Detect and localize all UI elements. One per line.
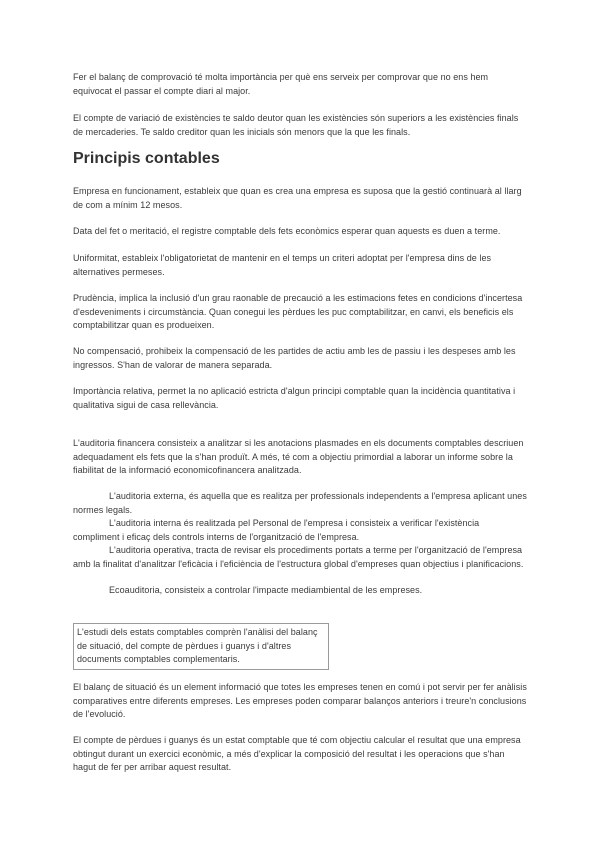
principle-importancia-relativa: Importància relativa, permet la no aplicació estricta d'algun principi comptable quan la incidència quantitativa i qualitativa sigui de casa rellevància.	[73, 386, 516, 410]
auditoria-interna: L'auditoria interna és realitzada pel Personal de l'empresa i consisteix a verificar l'existència compliment i eficaç dels controls interns de l'organització de l'empresa.	[73, 518, 480, 542]
paragraph-variacio-existencies: El compte de variació de existències te saldo deutor quan les existències són superiors a les existències finals de mercaderies. Te saldo creditor quan les inicials són menors que la que les finals.	[73, 113, 519, 137]
auditoria-operativa-block	[73, 544, 527, 571]
auditoria-operativa: L'auditoria operativa, tracta de revisar els procediments portats a terme per l'organització de l'empresa amb la finalitat d'analitzar l'eficàcia i l'eficiència de l'estructura global d'empreses quan objectius i planificacions.	[73, 545, 524, 569]
auditoria-externa-block	[73, 490, 527, 517]
auditoria-externa: L'auditoria externa, és aquella que es realitza per professionals independents a l'empresa aplicant unes normes legals.	[73, 491, 527, 515]
paragraph-perdues-guanys: El compte de pèrdues i guanys és un estat comptable que té com objectiu calcular el resultat que una empresa obtingut durant un exercici econòmic, a més d'explicar la composició del resultat i les operacions que s'han hagut de fer per arribar aquest resultat.	[73, 735, 521, 772]
ecoauditoria-block	[73, 584, 527, 598]
principle-uniformitat: Uniformitat, estableix l'obligatorietat de mantenir en el temps un criteri adoptat per l'empresa dins de les alternatives permeses.	[73, 253, 492, 277]
highlight-box-text: L'estudi dels estats comptables comprèn l'anàlisi del balanç de situació, del compte de pèrdues i guanys i d'altres documents comptables complementaris.	[77, 627, 318, 664]
principle-prudencia: Prudència, implica la inclusió d'un grau raonable de precaució a les estimacions fetes en condicions d'incertesa d'esdeveniments i circumstància. Quan conegui les pèrdues les puc comptabilitzar, en canvi, els beneficis els comptabilitzar quan es produeixen.	[73, 293, 523, 330]
paragraph-balanc-comprovacio: Fer el balanç de comprovació té molta importància per què ens serveix per comprovar que no ens hem equivocat el passar el compte diari al major.	[73, 72, 489, 96]
paragraph-balanc-situacio: El balanç de situació és un element informació que totes les empreses tenen en comú i pot servir per fer anàlisis comparatives entre diferents empreses. Les empreses poden comparar balanços anteriors i treure'n conclusions de l'evolució.	[73, 682, 527, 719]
auditoria-interna-block	[73, 517, 527, 544]
auditoria-intro: L'auditoria financera consisteix a analitzar si les anotacions plasmades en els documents comptables descriuen adequadament els fets que la s'han produït. A més, té com a objectiu primordial a laborar un informe sobre la fiabilitat de la informació economicofinancera analitzada.	[73, 438, 524, 475]
principle-empresa-funcionament: Empresa en funcionament, estableix que quan es crea una empresa es suposa que la gestió continuarà al llarg de com a mínim 12 mesos.	[73, 186, 522, 210]
principle-no-compensacio: No compensació, prohibeix la compensació de les partides de actiu amb les de passiu i les despeses amb les ingressos. S'han de valorar de manera separada.	[73, 346, 516, 370]
section-heading: Principis contables	[73, 150, 220, 167]
highlight-box	[73, 623, 329, 670]
principle-meritacio: Data del fet o meritació, el registre comptable dels fets econòmics esperar quan aquests es duen a terme.	[73, 226, 501, 236]
ecoauditoria: Ecoauditoria, consisteix a controlar l'impacte mediambiental de les empreses.	[109, 585, 423, 595]
